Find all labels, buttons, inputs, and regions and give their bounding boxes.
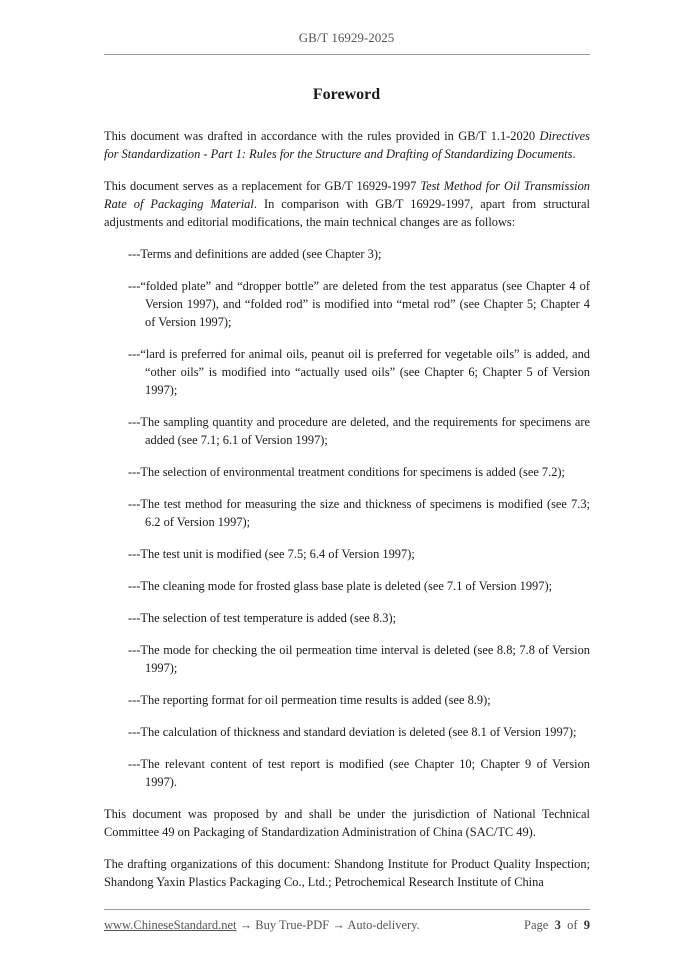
list-item: ---The selection of test temperature is added (see 8.3);: [128, 611, 397, 625]
total-pages: 9: [583, 918, 590, 932]
page-label: Page: [524, 918, 549, 932]
changes-list: [104, 245, 590, 791]
jurisdiction-paragraph: This document was proposed by and shall be under the jurisdiction of National Technical Committee 49 on Packaging of Standardization Administration of China (SAC/TC 49).: [104, 807, 590, 839]
footer-divider: [104, 909, 590, 910]
list-item: ---The reporting format for oil permeation time results is added (see 8.9);: [128, 693, 491, 707]
replaced-standard-title: Test Method for Oil Transmission Rate of Packaging Material: [104, 179, 590, 211]
auto-delivery-text: Auto-delivery.: [347, 918, 420, 932]
document-body: [104, 127, 590, 905]
buy-pdf-text: Buy True-PDF: [255, 918, 330, 932]
list-item: ---The sampling quantity and procedure are deleted, and the requirements for specimens are added (see 7.1; 6.1 of Version 1997);: [128, 415, 590, 447]
page-title: Foreword: [312, 86, 381, 103]
intro-paragraph: [104, 127, 590, 163]
replacement-text-end: . In comparison with GB/T 16929-1997, apart from structural adjustments and editorial modifications, the main technical changes are as follows:: [104, 197, 590, 229]
directive-title: Directives for Standardization - Part 1: Rules for the Structure and Drafting of Standardizing Documents: [104, 129, 590, 161]
list-item: ---The test method for measuring the size and thickness of specimens is modified (see 7.3; 6.2 of Version 1997);: [128, 497, 590, 529]
arrow-right-icon: →: [236, 918, 256, 932]
drafting-organizations-paragraph: The drafting organizations of this document: Shandong Institute for Product Quality Inspection; Shandong Yaxin Plastics Packaging Co., Ltd.; Petrochemical Research Institute of China: [104, 857, 590, 889]
intro-text: This document was drafted in accordance with the rules provided in GB/T 1.1-2020: [104, 129, 540, 143]
list-item: ---The cleaning mode for frosted glass base plate is deleted (see 7.1 of Version 1997);: [128, 579, 553, 593]
header-doc-id: GB/T 16929-2025: [298, 30, 395, 45]
list-item: ---“lard is preferred for animal oils, peanut oil is preferred for vegetable oils” is added, and “other oils” is modified into “actually used oils” (see Chapter 6; Chapter 5 of Version 1997);: [128, 347, 590, 397]
list-item: ---The relevant content of test report is modified (see Chapter 10; Chapter 9 of Version 1997).: [128, 757, 590, 789]
website-link[interactable]: www.ChineseStandard.net: [104, 918, 237, 932]
replacement-paragraph: [104, 177, 590, 231]
list-item: ---Terms and definitions are added (see Chapter 3);: [128, 247, 382, 261]
list-item: ---The mode for checking the oil permeation time interval is deleted (see 8.8; 7.8 of Version 1997);: [128, 643, 590, 675]
of-label: of: [567, 918, 578, 932]
footer-promo: [104, 918, 420, 933]
intro-end: .: [572, 147, 576, 161]
current-page: 3: [554, 918, 561, 932]
list-item: ---The test unit is modified (see 7.5; 6.4 of Version 1997);: [128, 547, 415, 561]
list-item: ---“folded plate” and “dropper bottle” are deleted from the test apparatus (see Chapter 4 of Version 1997), and “folded rod” is modified into “metal rod” (see Chapter 5; Chapter 4 of Version 1997);: [128, 279, 590, 329]
header-divider: [104, 54, 590, 55]
page-number: [524, 918, 590, 933]
list-item: ---The selection of environmental treatment conditions for specimens is added (see 7.2);: [128, 465, 565, 479]
arrow-right-icon: →: [329, 918, 348, 932]
list-item: ---The calculation of thickness and standard deviation is deleted (see 8.1 of Version 1997);: [128, 725, 577, 739]
replacement-text: This document serves as a replacement for GB/T 16929-1997: [104, 179, 421, 193]
